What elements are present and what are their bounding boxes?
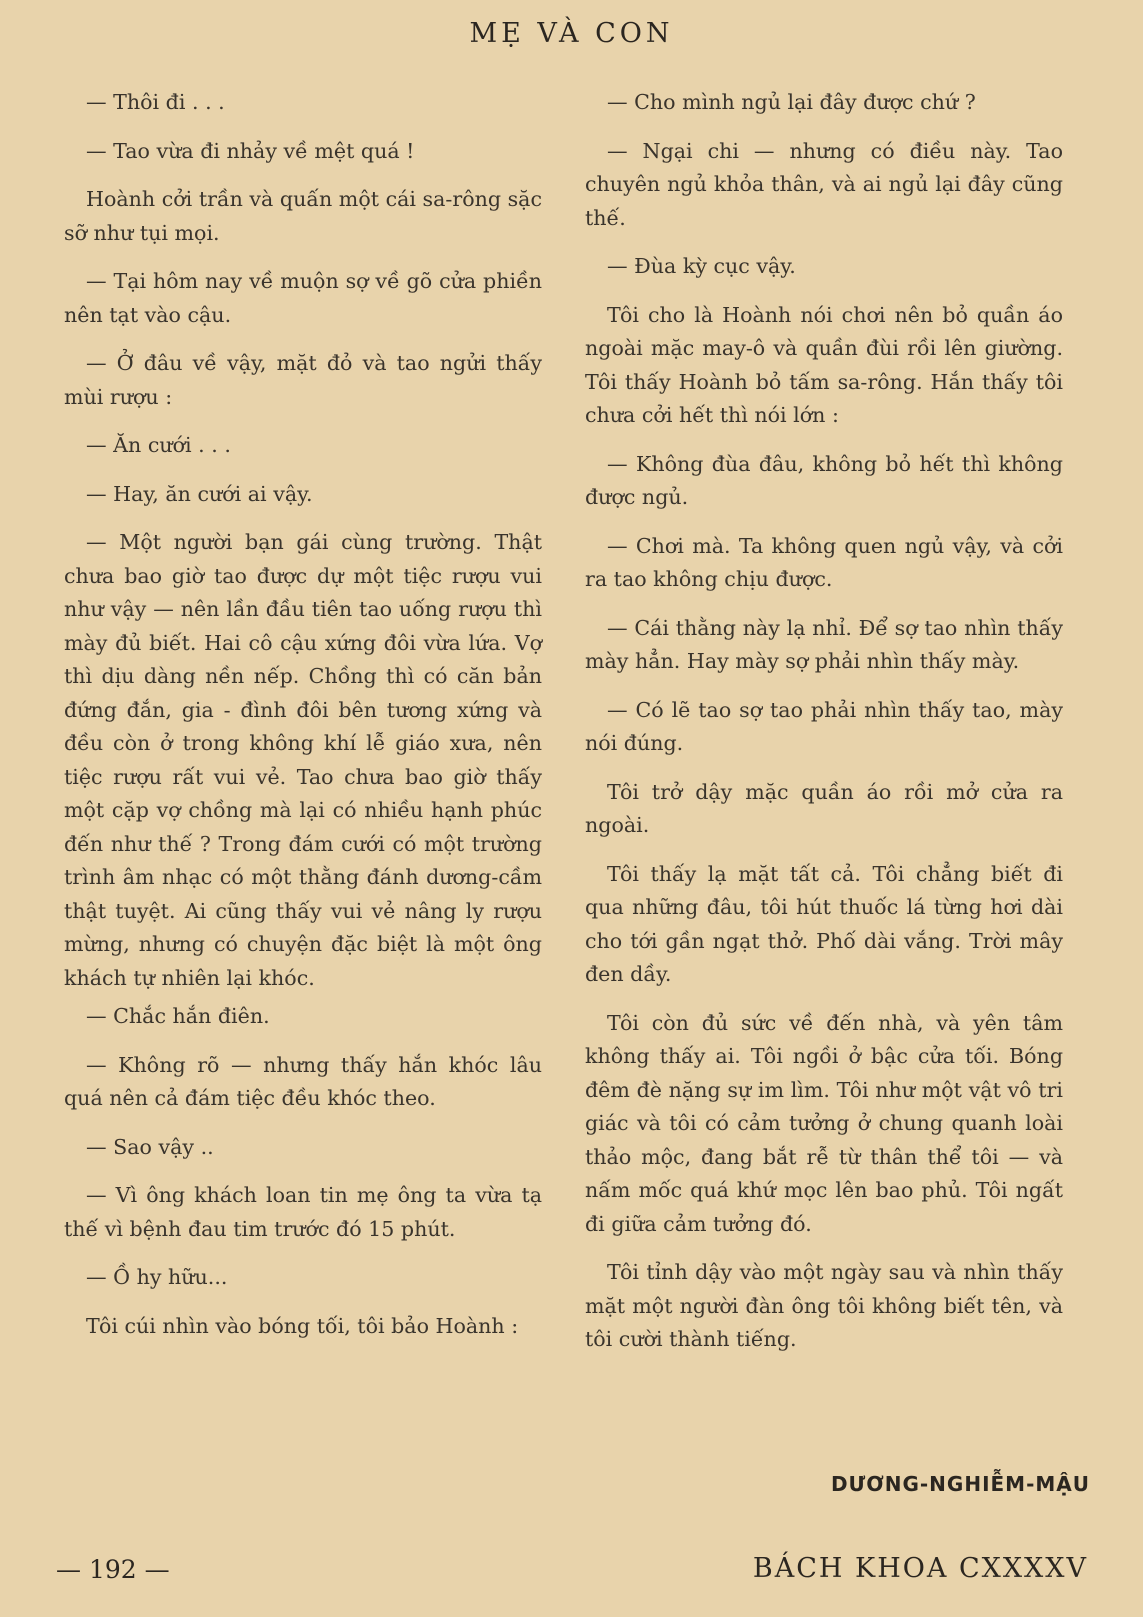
paragraph: — Không đùa đâu, không bỏ hết thì không được ngủ. — [585, 451, 1063, 509]
paragraph: Hoành cởi trần và quấn một cái sa-rông sặc sỡ như tụi mọi. — [64, 187, 542, 245]
paragraph: — Chắc hắn điên. — [86, 1004, 270, 1028]
paragraph: Tôi cúi nhìn vào bóng tối, tôi bảo Hoành : — [86, 1313, 519, 1338]
paragraph: Tôi tỉnh dậy vào một ngày sau và nhìn thấy mặt một người đàn ông tôi không biết tên, và tôi cười thành tiếng. — [585, 1260, 1063, 1351]
right-column — [585, 86, 1063, 1372]
paragraph: — Ở đâu về vậy, mặt đỏ và tao ngửi thấy mùi rượu : — [64, 351, 542, 409]
paragraph: — Ồ hy hữu... — [86, 1265, 228, 1289]
paragraph: — Thôi đi . . . — [86, 90, 225, 114]
paragraph: Tôi trở dậy mặc quần áo rồi mở cửa ra ngoài. — [585, 779, 1063, 837]
magazine-issue: BÁCH KHOA CXXXXV — [752, 1553, 1088, 1584]
paragraph: — Chơi mà. Ta không quen ngủ vậy, và cởi ra tao không chịu được. — [585, 533, 1063, 591]
paragraph: Tôi còn đủ sức về đến nhà, và yên tâm không thấy ai. Tôi ngồi ở bậc cửa tối. Bóng đêm đè nặng sự im lìm. Tôi như một vật vô tri giác và tôi có cảm tưởng ở chung quanh loài thảo mộc, đang bắt rễ từ thân thể tôi — và nấm mốc quá khứ mọc lên bao phủ. Tôi ngất đi giữa cảm tưởng đó. — [585, 1010, 1063, 1236]
paragraph: — Vì ông khách loan tin mẹ ông ta vừa tạ thế vì bệnh đau tim trước đó 15 phút. — [64, 1183, 542, 1241]
author-signature: DƯƠNG-NGHIỄM-MẬU — [830, 1472, 1090, 1496]
paragraph: — Cho mình ngủ lại đây được chứ ? — [607, 90, 976, 114]
paragraph: — Cái thằng này lạ nhỉ. Để sợ tao nhìn thấy mày hẳn. Hay mày sợ phải nhìn thấy mày. — [585, 615, 1063, 673]
paragraph: — Hay, ăn cưới ai vậy. — [86, 481, 313, 506]
running-head: MẸ VÀ CON — [469, 18, 674, 49]
paragraph: — Tao vừa đi nhảy về mệt quá ! — [86, 138, 415, 163]
left-column — [64, 86, 542, 1358]
paragraph: — Không rõ — nhưng thấy hắn khóc lâu quá nên cả đám tiệc đều khóc theo. — [64, 1052, 542, 1110]
paragraph: — Tại hôm nay về muộn sợ về gõ cửa phiền nên tạt vào cậu. — [64, 269, 542, 327]
paragraph: — Có lẽ tao sợ tao phải nhìn thấy tao, mày nói đúng. — [585, 697, 1063, 755]
paragraph: — Ăn cưới . . . — [86, 433, 231, 457]
paragraph: — Ngại chi — nhưng có điều này. Tao chuyên ngủ khỏa thân, và ai ngủ lại đây cũng thế. — [585, 138, 1063, 230]
paragraph: — Một người bạn gái cùng trường. Thật chưa bao giờ tao được dự một tiệc rượu vui như vậy — nên lần đầu tiên tao uống rượu thì mày đủ biết. Hai cô cậu xứng đôi vừa lứa. Vợ thì dịu dàng nền nếp. Chồng thì có căn bản đứng đắn, gia - đình đôi bên tương xứng và đều còn ở trong không khí lễ giáo xưa, nên tiệc rượu rất vui vẻ. Tao chưa bao giờ thấy một cặp vợ chồng mà lại có nhiều hạnh phúc đến như thế ? Trong đám cưới có một trường trình âm nhạc có một thằng đánh dương-cầm thật tuyệt. Ai cũng thấy vui vẻ nâng ly rượu mừng, nhưng có chuyện đặc biệt là một ông khách tự nhiên lại khóc. — [64, 530, 542, 990]
paragraph: Tôi thấy lạ mặt tất cả. Tôi chẳng biết đi qua những đâu, tôi hút thuốc lá từng hơi dài cho tới gần ngạt thở. Phố dài vắng. Trời mây đen dầy. — [585, 861, 1063, 986]
paragraph: — Đùa kỳ cục vậy. — [607, 254, 796, 278]
paragraph: — Sao vậy .. — [86, 1134, 214, 1159]
page-number: — 192 — — [56, 1555, 170, 1584]
paragraph: Tôi cho là Hoành nói chơi nên bỏ quần áo ngoài mặc may-ô và quần đùi rồi lên giường. Tôi thấy Hoành bỏ tấm sa-rông. Hắn thấy tôi chưa cởi hết thì nói lớn : — [585, 302, 1063, 427]
